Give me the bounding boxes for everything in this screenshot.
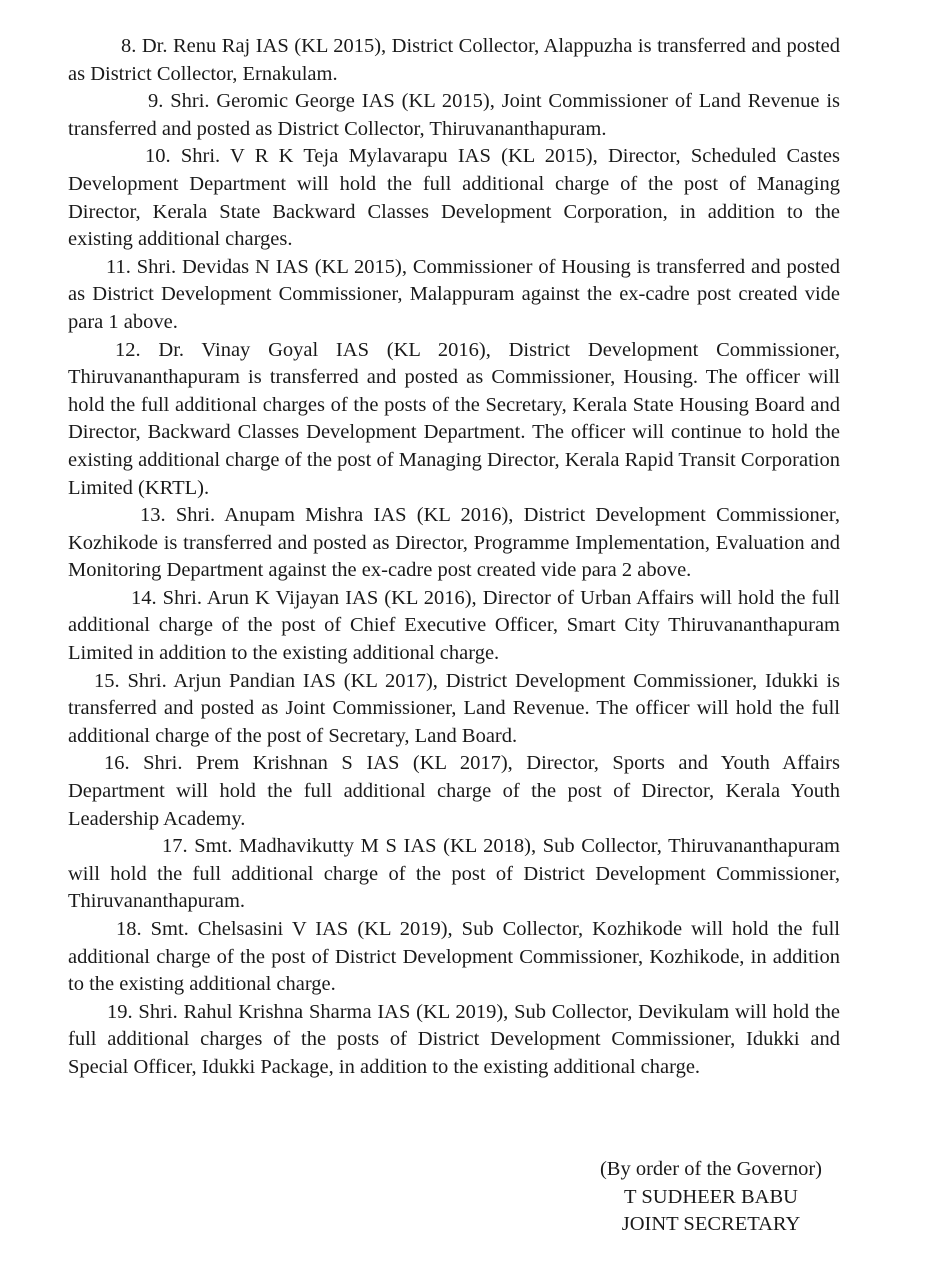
- paragraph-16: 16. Shri. Prem Krishnan S IAS (KL 2017), Director, Sports and Youth Affairs Department will hold the full additional charge of the post of Director, Kerala Youth Leadership Academy.: [68, 752, 840, 830]
- paragraph-19: 19. Shri. Rahul Krishna Sharma IAS (KL 2019), Sub Collector, Devikulam will hold the full additional charges of the posts of District Development Commissioner, Idukki and Special Officer, Idukki Package, in addition to the existing additional charge.: [68, 1000, 840, 1078]
- paragraph-10: 10. Shri. V R K Teja Mylavarapu IAS (KL 2015), Director, Scheduled Castes Development Department will hold the full additional charge of the post of Managing Director, Kerala State Backward Classes Development Corporation, in addition to the existing additional charges.: [68, 145, 840, 251]
- paragraph-18: 18. Smt. Chelsasini V IAS (KL 2019), Sub Collector, Kozhikode will hold the full additional charge of the post of District Development Commissioner, Kozhikode, in addition to the existing additional charge.: [68, 918, 840, 996]
- signature-designation: JOINT SECRETARY: [621, 1213, 801, 1236]
- paragraph-13: 13. Shri. Anupam Mishra IAS (KL 2016), District Development Commissioner, Kozhikode is transferred and posted as Director, Programme Implementation, Evaluation and Monitoring Department against the ex-cadre post created vide para 2 above.: [68, 504, 840, 582]
- paragraph-9: 9. Shri. Geromic George IAS (KL 2015), Joint Commissioner of Land Revenue is transferred and posted as District Collector, Thiruvananthapuram.: [68, 90, 840, 140]
- paragraph-14: 14. Shri. Arun K Vijayan IAS (KL 2016), Director of Urban Affairs will hold the full additional charge of the post of Chief Executive Officer, Smart City Thiruvananthapuram Limited in addition to the existing additional charge.: [68, 586, 840, 665]
- paragraph-11: 11. Shri. Devidas N IAS (KL 2015), Commissioner of Housing is transferred and posted as District Development Commissioner, Malappuram against the ex-cadre post created vide para 1 above.: [68, 255, 840, 333]
- signature-name: T SUDHEER BABU: [624, 1185, 798, 1208]
- paragraph-12: 12. Dr. Vinay Goyal IAS (KL 2016), District Development Commissioner, Thiruvananthapuram is transferred and posted as Commissioner, Housing. The officer will hold the full additional charges of the posts of the Secretary, Kerala State Housing Board and Director, Backward Classes Development Department. The officer will continue to hold the existing additional charge of the post of Managing Director, Kerala Rapid Transit Corporation Limited (KRTL).: [68, 338, 840, 499]
- paragraph-8: 8. Dr. Renu Raj IAS (KL 2015), District Collector, Alappuzha is transferred and posted as District Collector, Ernakulam.: [68, 35, 840, 85]
- paragraph-17: 17. Smt. Madhavikutty M S IAS (KL 2018), Sub Collector, Thiruvananthapuram will hold the full additional charge of the post of District Development Commissioner, Thiruvananthapuram.: [68, 835, 840, 913]
- signature-authority: (By order of the Governor): [599, 1158, 822, 1180]
- signature-block: [600, 1156, 822, 1239]
- paragraph-15: 15. Shri. Arjun Pandian IAS (KL 2017), District Development Commissioner, Idukki is transferred and posted as Joint Commissioner, Land Revenue. The officer will hold the full additional charge of the post of Secretary, Land Board.: [68, 669, 840, 747]
